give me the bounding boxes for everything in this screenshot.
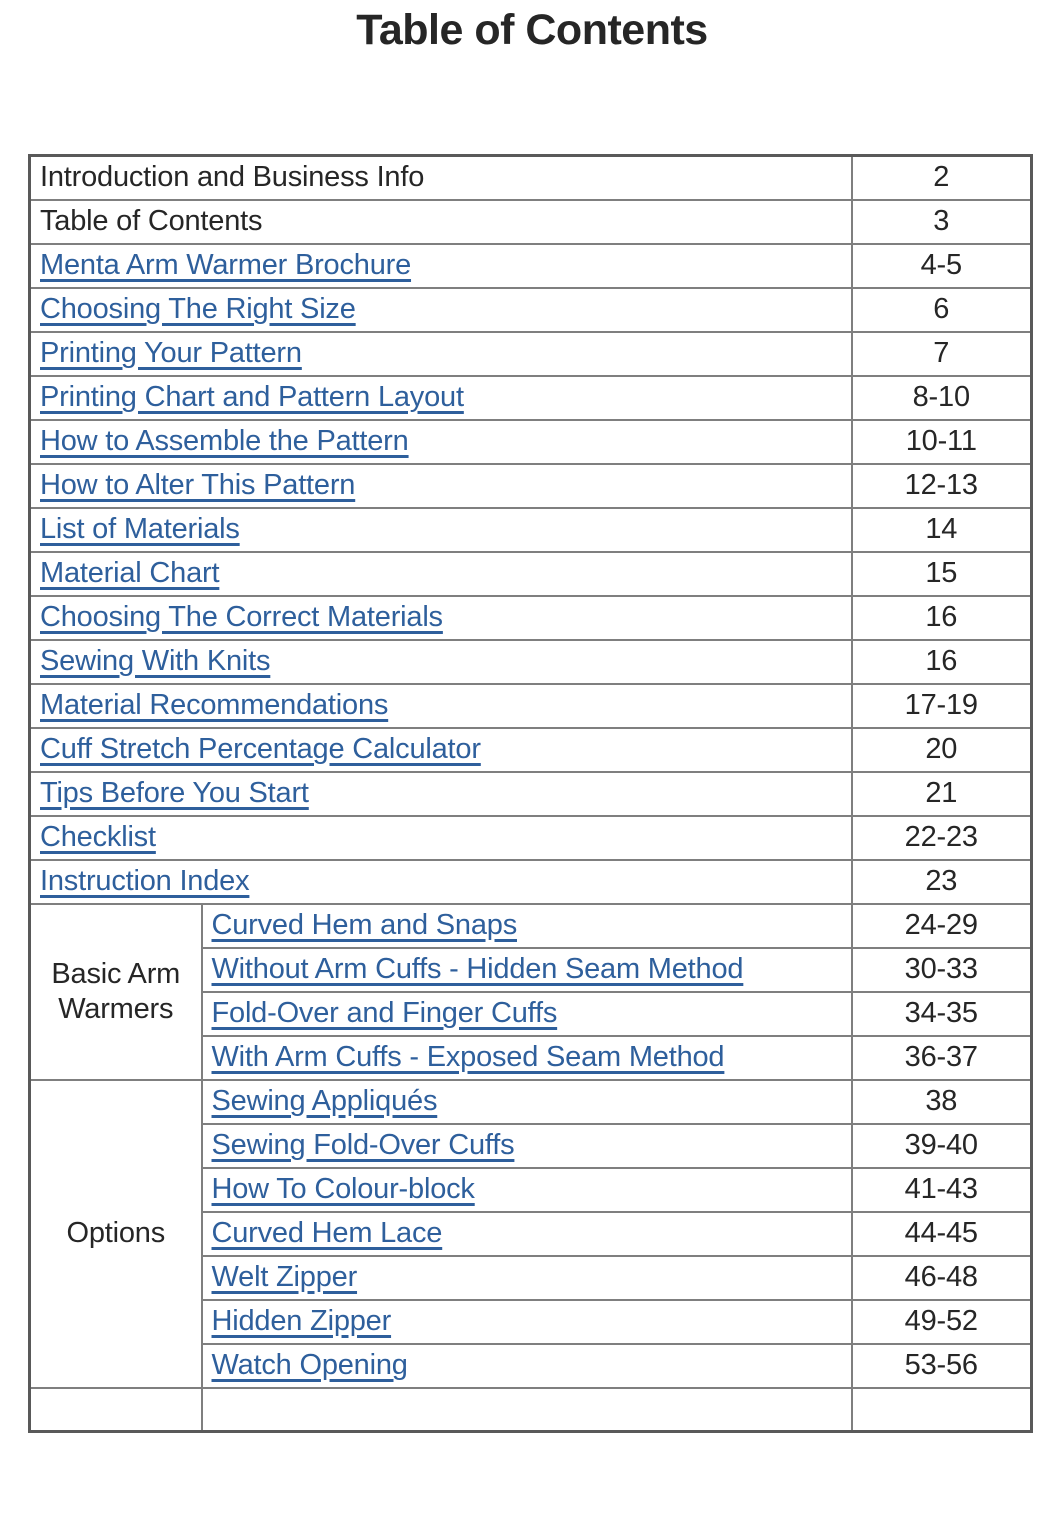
page-number-cell: 4-5 [852, 244, 1032, 288]
toc-link[interactable]: Cuff Stretch Percentage Calculator [40, 733, 481, 765]
empty-cell [30, 1388, 202, 1432]
toc-row [30, 816, 1032, 860]
toc-row [30, 156, 1032, 200]
page-number-cell: 12-13 [852, 464, 1032, 508]
empty-cell [852, 1388, 1032, 1432]
page-number-cell: 2 [852, 156, 1032, 200]
page-number-cell: 34-35 [852, 992, 1032, 1036]
toc-item-cell [30, 816, 852, 860]
toc-link[interactable]: Instruction Index [40, 865, 250, 897]
toc-row [30, 1080, 1032, 1124]
page-number-cell: 15 [852, 552, 1032, 596]
page-number-cell: 7 [852, 332, 1032, 376]
page-number-cell: 49-52 [852, 1300, 1032, 1344]
toc-item-cell [30, 156, 852, 200]
toc-link[interactable]: Hidden Zipper [211, 1305, 392, 1337]
toc-row [30, 772, 1032, 816]
toc-link[interactable]: Printing Chart and Pattern Layout [40, 381, 464, 413]
toc-link[interactable]: Watch Opening [211, 1349, 408, 1381]
toc-item-cell [30, 596, 852, 640]
toc-item-cell [30, 552, 852, 596]
toc-item-cell [202, 948, 852, 992]
page-number-cell: 3 [852, 200, 1032, 244]
page-number-cell: 38 [852, 1080, 1032, 1124]
toc-row [30, 376, 1032, 420]
page-number-cell: 23 [852, 860, 1032, 904]
toc-row [30, 332, 1032, 376]
toc-link[interactable]: With Arm Cuffs - Exposed Seam Method [211, 1041, 725, 1073]
toc-row [30, 420, 1032, 464]
toc-item-cell [30, 420, 852, 464]
toc-item-cell [30, 200, 852, 244]
toc-item-cell [30, 772, 852, 816]
toc-link[interactable]: How to Assemble the Pattern [40, 425, 409, 457]
toc-link[interactable]: Fold-Over and Finger Cuffs [211, 997, 558, 1029]
toc-item-cell [30, 508, 852, 552]
toc-item-cell [30, 464, 852, 508]
toc-link[interactable]: Welt Zipper [211, 1261, 358, 1293]
toc-item-cell [202, 1080, 852, 1124]
toc-row [30, 860, 1032, 904]
toc-link[interactable]: Material Recommendations [40, 689, 389, 721]
page-title: Table of Contents [356, 6, 708, 54]
toc-link[interactable]: Sewing With Knits [40, 645, 271, 677]
toc-item-cell [30, 728, 852, 772]
toc-row [30, 640, 1032, 684]
toc-link[interactable]: Sewing Appliqués [211, 1085, 438, 1117]
toc-row [30, 508, 1032, 552]
toc-item-cell [202, 1300, 852, 1344]
toc-link[interactable]: Curved Hem Lace [211, 1217, 443, 1249]
toc-row [30, 244, 1032, 288]
toc-item-cell [202, 1212, 852, 1256]
toc-item-cell [30, 376, 852, 420]
toc-item-cell [202, 1124, 852, 1168]
toc-link[interactable]: Material Chart [40, 557, 220, 589]
page-number-cell: 41-43 [852, 1168, 1032, 1212]
empty-cell [202, 1388, 852, 1432]
toc-link[interactable]: Curved Hem and Snaps [211, 909, 517, 941]
toc-item-cell [30, 860, 852, 904]
page-number-cell: 8-10 [852, 376, 1032, 420]
toc-item-cell [202, 1256, 852, 1300]
toc-row [30, 728, 1032, 772]
toc-row [30, 288, 1032, 332]
toc-link[interactable]: Tips Before You Start [40, 777, 309, 809]
toc-row [30, 200, 1032, 244]
toc-link[interactable]: Choosing The Correct Materials [40, 601, 443, 633]
page-number-cell: 21 [852, 772, 1032, 816]
toc-item-cell [30, 244, 852, 288]
toc-item-cell [30, 288, 852, 332]
toc-link[interactable]: Without Arm Cuffs - Hidden Seam Method [211, 953, 744, 985]
toc-empty-row [30, 1388, 1032, 1432]
page-number-cell: 10-11 [852, 420, 1032, 464]
toc-row [30, 552, 1032, 596]
toc-link[interactable]: Choosing The Right Size [40, 293, 356, 325]
toc-link[interactable]: Sewing Fold-Over Cuffs [211, 1129, 515, 1161]
page-number-cell: 22-23 [852, 816, 1032, 860]
page-number-cell: 44-45 [852, 1212, 1032, 1256]
group-label-cell: Options [30, 1080, 202, 1388]
page-number-cell: 6 [852, 288, 1032, 332]
toc-link[interactable]: Menta Arm Warmer Brochure [40, 249, 412, 281]
toc-link[interactable]: Printing Your Pattern [40, 337, 302, 369]
toc-item-cell [30, 640, 852, 684]
toc-item-cell [202, 992, 852, 1036]
toc-item-cell [202, 1036, 852, 1080]
toc-table [28, 154, 1033, 1433]
toc-item-cell [202, 1168, 852, 1212]
toc-item-cell [30, 332, 852, 376]
page-number-cell: 16 [852, 640, 1032, 684]
toc-link[interactable]: How To Colour-block [211, 1173, 475, 1205]
page-number-cell: 14 [852, 508, 1032, 552]
page-number-cell: 46-48 [852, 1256, 1032, 1300]
page-number-cell: 53-56 [852, 1344, 1032, 1388]
toc-row [30, 596, 1032, 640]
page-number-cell: 36-37 [852, 1036, 1032, 1080]
toc-item-label: Table of Contents [40, 205, 263, 237]
page-number-cell: 30-33 [852, 948, 1032, 992]
toc-row [30, 464, 1032, 508]
page-number-cell: 24-29 [852, 904, 1032, 948]
page-number-cell: 16 [852, 596, 1032, 640]
toc-row [30, 904, 1032, 948]
page-number-cell: 39-40 [852, 1124, 1032, 1168]
toc-row [30, 684, 1032, 728]
toc-link[interactable]: Checklist [40, 821, 156, 853]
group-label-cell: Basic Arm Warmers [30, 904, 202, 1080]
page-number-cell: 20 [852, 728, 1032, 772]
toc-link[interactable]: List of Materials [40, 513, 240, 545]
toc-item-cell [202, 1344, 852, 1388]
toc-item-label: Introduction and Business Info [40, 161, 425, 194]
toc-item-cell [30, 684, 852, 728]
toc-link[interactable]: How to Alter This Pattern [40, 469, 356, 501]
toc-item-cell [202, 904, 852, 948]
page-number-cell: 17-19 [852, 684, 1032, 728]
